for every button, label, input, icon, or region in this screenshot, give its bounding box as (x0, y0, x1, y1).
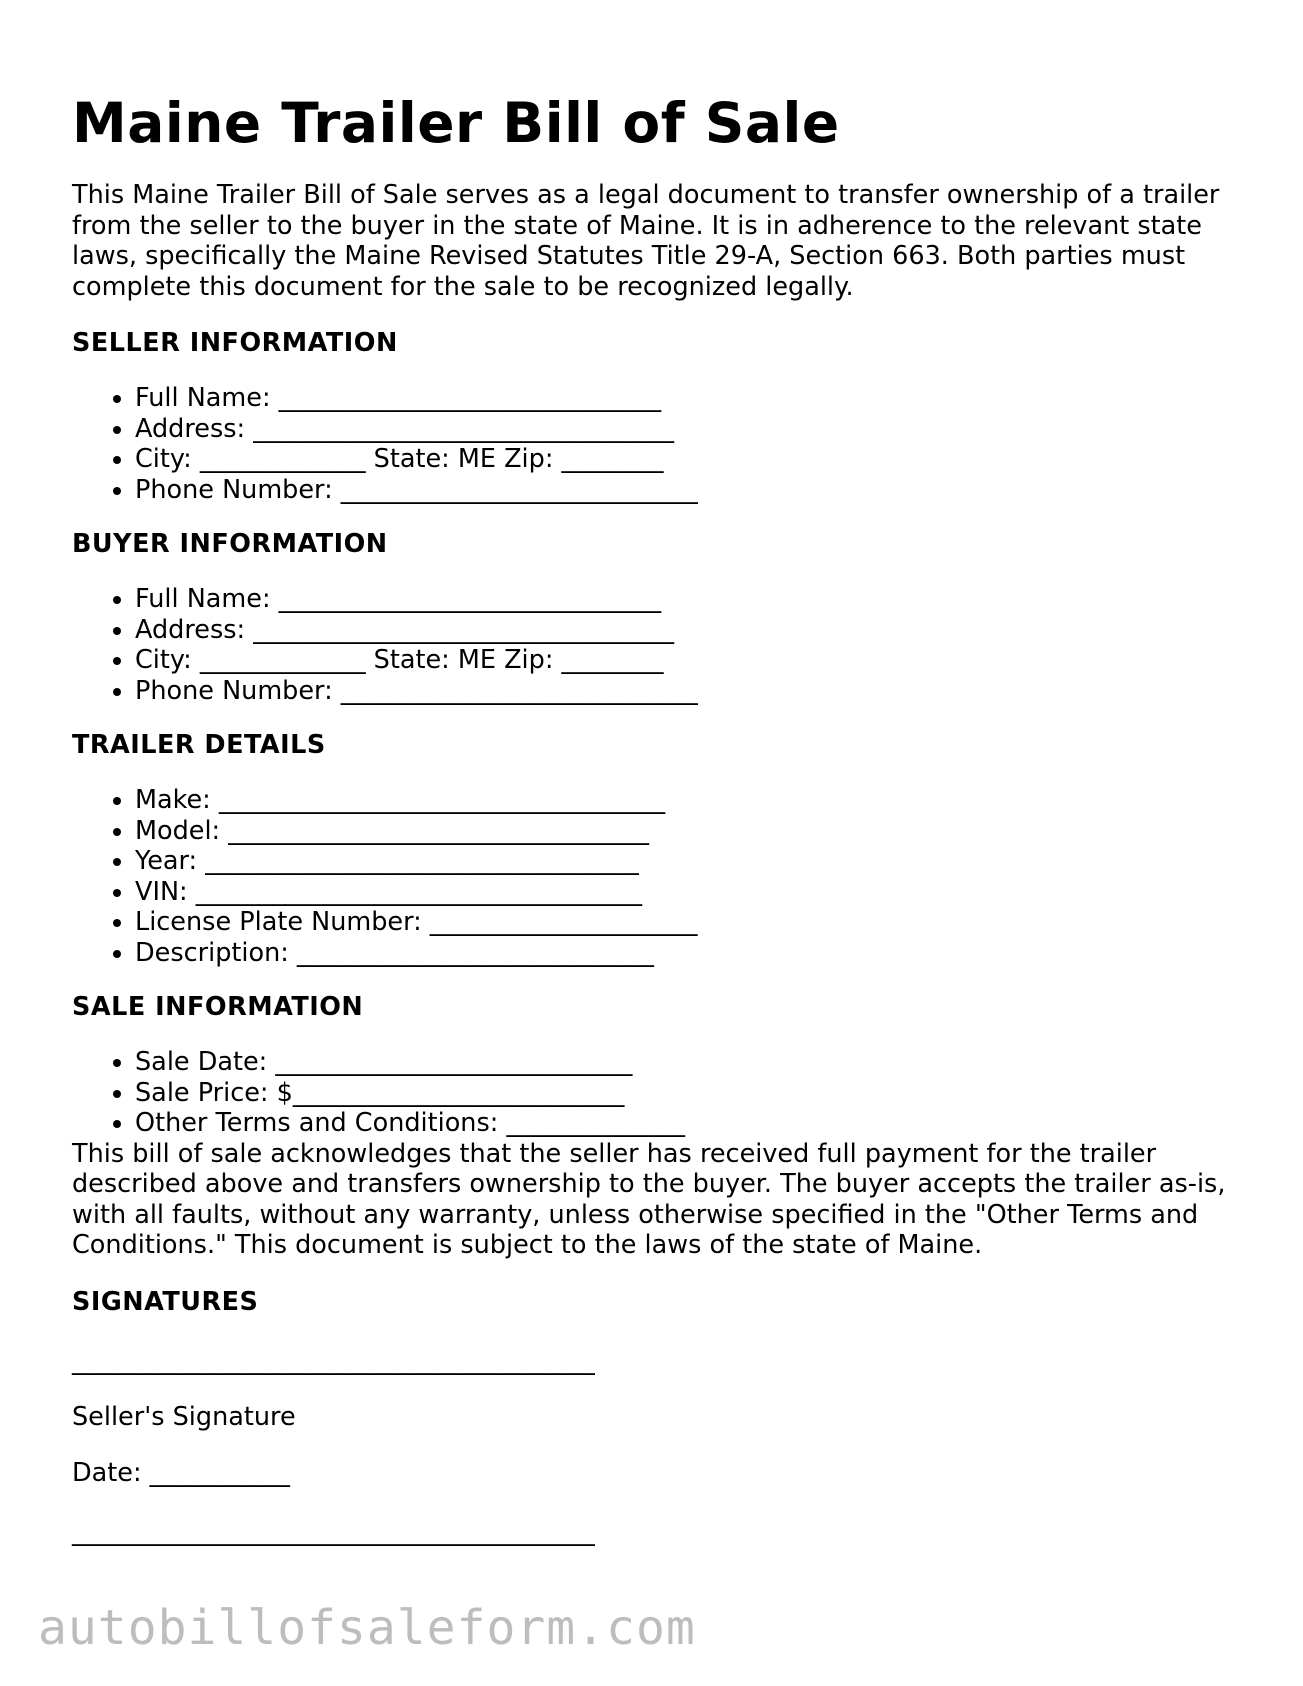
trailer-description-field: • Description: ____________________________ (135, 938, 1232, 969)
buyer-address-field: • Address: _________________________________ (135, 615, 1232, 646)
buyer-fields (72, 584, 1232, 706)
intro-paragraph: This Maine Trailer Bill of Sale serves as a legal document to transfer ownership of a trailer from the seller to the buyer in the state of Maine. It is in adherence to the relevant state laws, specifically the Maine Revised Statutes Title 29-A, Section 663. Both parties must complete this document for the sale to be recognized legally. (72, 180, 1220, 302)
sale-date-field: • Sale Date: ____________________________ (135, 1047, 1232, 1078)
seller-phone-field: • Phone Number: ____________________________ (135, 475, 1232, 506)
buyer-full-name-field: • Full Name: ______________________________ (135, 584, 1232, 615)
watermark: autobillofsaleform.com (38, 1600, 696, 1656)
trailer-vin-field: • VIN: ___________________________________ (135, 877, 1232, 908)
document-page (72, 88, 1232, 1547)
seller-date-field: Date: ___________ (72, 1457, 290, 1488)
trailer-model-field: • Model: _________________________________ (135, 816, 1232, 847)
closing-paragraph: This bill of sale acknowledges that the seller has received full payment for the trailer described above and transfers ownership to the buyer. The buyer accepts the trailer as-is, with all faults, without any warranty, unless otherwise specified in the "Other Terms and Conditions." This document is subject to the laws of the state of Maine. (72, 1138, 1226, 1260)
trailer-year-field: • Year: __________________________________ (135, 846, 1232, 877)
seller-full-name-field: • Full Name: ______________________________ (135, 383, 1232, 414)
seller-signature-label: Seller's Signature (72, 1401, 296, 1432)
sale-terms-field: • Other Terms and Conditions: ______________ (135, 1108, 1232, 1139)
trailer-plate-field: • License Plate Number: _____________________ (135, 907, 1232, 938)
seller-fields (72, 383, 1232, 505)
buyer-phone-field: • Phone Number: ____________________________ (135, 676, 1232, 707)
sale-heading: SALE INFORMATION (72, 992, 364, 1022)
second-signature-line: _________________________________________ (72, 1516, 595, 1547)
seller-address-field: • Address: _________________________________ (135, 414, 1232, 445)
sale-fields (72, 1047, 1232, 1139)
trailer-heading: TRAILER DETAILS (72, 730, 326, 760)
sale-price-field: • Sale Price: $__________________________ (135, 1078, 1232, 1109)
seller-heading: SELLER INFORMATION (72, 328, 398, 358)
buyer-heading: BUYER INFORMATION (72, 529, 388, 559)
trailer-make-field: • Make: ___________________________________ (135, 785, 1232, 816)
trailer-fields (72, 785, 1232, 968)
signatures-heading: SIGNATURES (72, 1286, 259, 1317)
seller-city-state-zip-field: • City: _____________ State: ME Zip: ________ (135, 444, 1232, 475)
seller-signature-line: _________________________________________ (72, 1345, 595, 1376)
page-title: Maine Trailer Bill of Sale (72, 91, 840, 155)
buyer-city-state-zip-field: • City: _____________ State: ME Zip: ________ (135, 645, 1232, 676)
